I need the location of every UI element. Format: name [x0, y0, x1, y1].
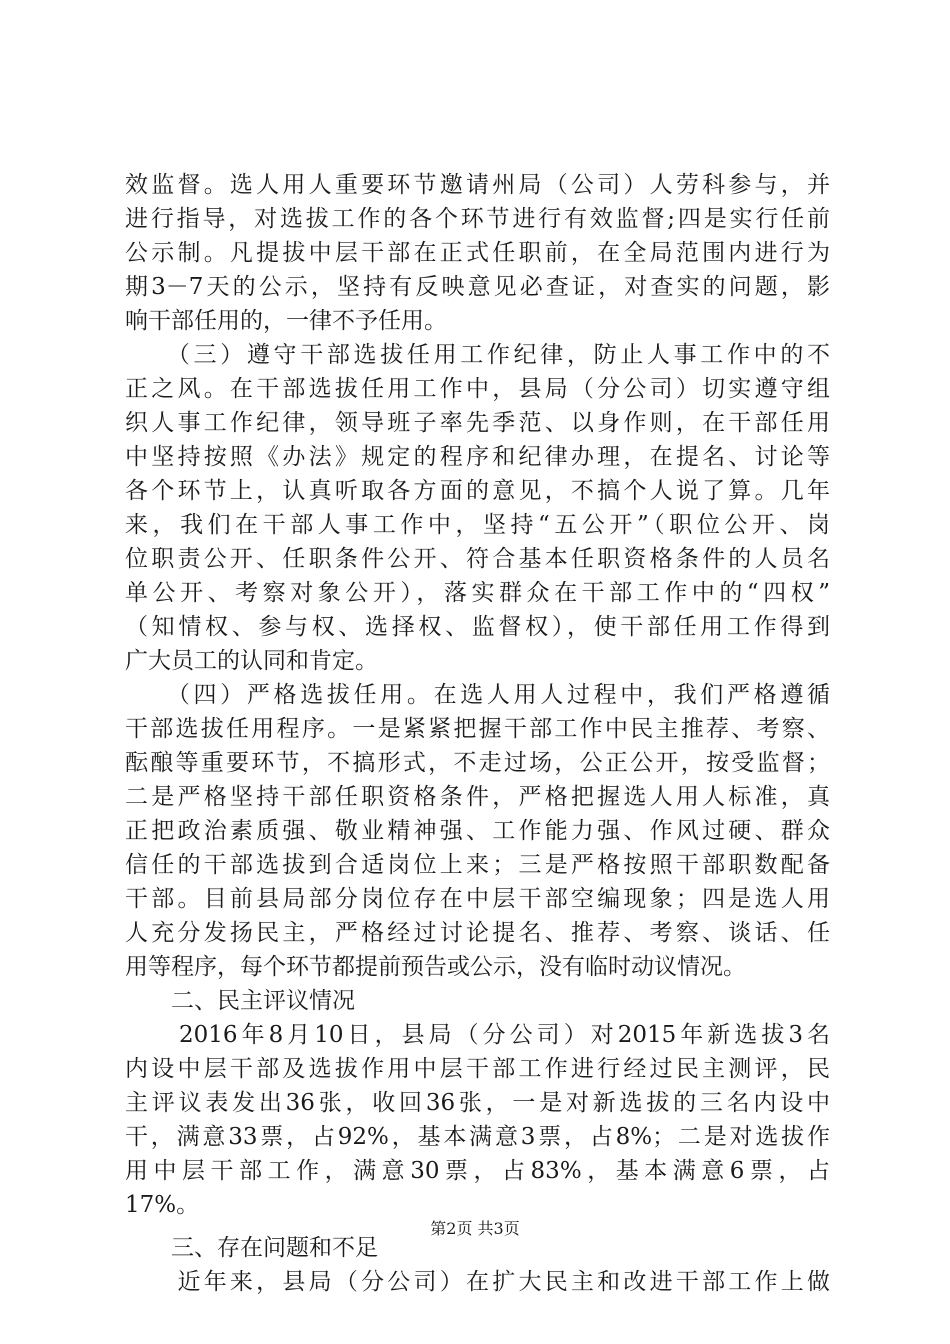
text-line: 人充分发扬民主，严格经过讨论提名、推荐、考察、谈话、任 — [125, 920, 830, 946]
text-line: 响干部任用的，一律不予任用。 — [125, 308, 447, 334]
text-line: 效监督。选人用人重要环节邀请州局（公司）人劳科参与，并 — [125, 172, 830, 198]
text-line: （三）遵守干部选拔任用工作纪律，防止人事工作中的不 — [125, 342, 830, 368]
text-line: 干部。目前县局部分岗位存在中层干部空编现象；四是选人用 — [125, 886, 830, 912]
text-line: （四）严格选拔任用。在选人用人过程中，我们严格遵循 — [125, 682, 830, 708]
text-line: 期3－7天的公示，坚持有反映意见必查证，对查实的问题，影 — [125, 274, 830, 300]
text-line: 酝酿等重要环节，不搞形式，不走过场，公正公开，按受监督； — [125, 750, 830, 776]
text-line: 来，我们在干部人事工作中，坚持“五公开”（职位公开、岗 — [125, 512, 830, 538]
section-heading: 二、民主评议情况 — [125, 988, 355, 1014]
text-line: 二是严格坚持干部任职资格条件，严格把握选人用人标准，真 — [125, 784, 830, 810]
text-line: 位职责公开、任职条件公开、符合基本任职资格条件的人员名 — [125, 546, 830, 572]
text-line: 进行指导，对选拔工作的各个环节进行有效监督;四是实行任前 — [125, 206, 830, 232]
text-line: 信任的干部选拔到合适岗位上来；三是严格按照干部职数配备 — [125, 852, 830, 878]
text-line: 近年来，县局（分公司）在扩大民主和改进干部工作上做 — [125, 1269, 830, 1295]
text-line: 17%。 — [125, 1192, 200, 1218]
page-number: 第2页 共3页 — [430, 1219, 520, 1238]
text-line: 用等程序，每个环节都提前预告或公示，没有临时动议情况。 — [125, 954, 746, 980]
section-heading: 三、存在问题和不足 — [125, 1235, 378, 1261]
text-line: 单公开、考察对象公开），落实群众在干部工作中的“四权” — [125, 580, 830, 606]
text-line: 干部选拔任用程序。一是紧紧把握干部工作中民主推荐、考察、 — [125, 716, 830, 742]
text-line: 主评议表发出36张，收回36张，一是对新选拔的三名内设中 — [125, 1090, 830, 1116]
text-line: 各个环节上，认真听取各方面的意见，不搞个人说了算。几年 — [125, 478, 830, 504]
text-line: （知情权、参与权、选择权、监督权），使干部任用工作得到 — [125, 614, 830, 640]
text-line: 正把政治素质强、敬业精神强、工作能力强、作风过硬、群众 — [125, 818, 830, 844]
text-line: 广大员工的认同和肯定。 — [125, 648, 378, 674]
text-line: 干，满意33票，占92%，基本满意3票，占8%；二是对选拔作 — [125, 1124, 830, 1150]
text-line: 公示制。凡提拔中层干部在正式任职前，在全局范围内进行为 — [125, 240, 830, 266]
text-line: 2016年8月10日，县局（分公司）对2015年新选拔3名 — [125, 1022, 830, 1048]
text-line: 中坚持按照《办法》规定的程序和纪律办理，在提名、讨论等 — [125, 444, 830, 470]
text-line: 内设中层干部及选拔作用中层干部工作进行经过民主测评，民 — [125, 1056, 830, 1082]
text-line: 织人事工作纪律，领导班子率先季范、以身作则，在干部任用 — [125, 410, 830, 436]
text-line: 用中层干部工作，满意30票，占83%，基本满意6票，占 — [125, 1158, 830, 1184]
document-body — [125, 168, 830, 1299]
text-line: 正之风。在干部选拔任用工作中，县局（分公司）切实遵守组 — [125, 376, 830, 402]
